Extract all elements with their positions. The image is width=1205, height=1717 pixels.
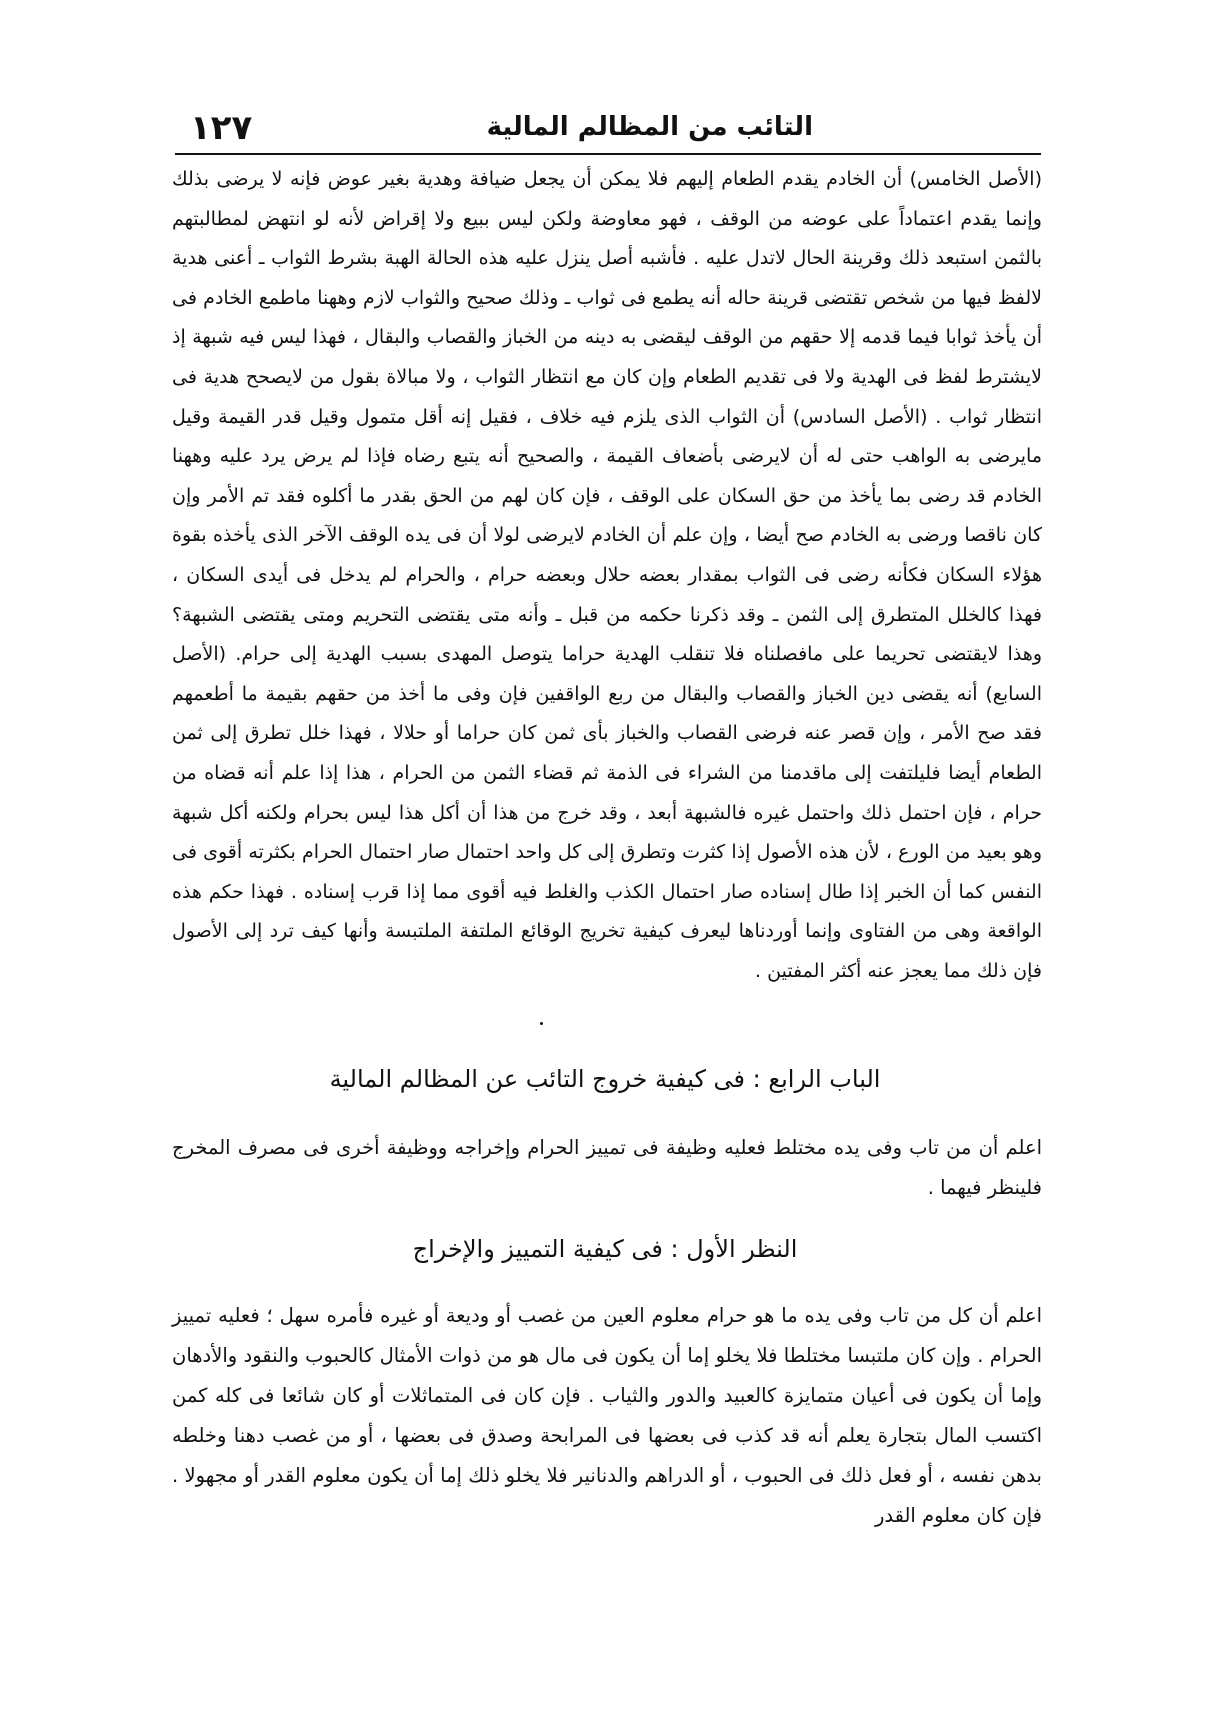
paragraph-separation: اعلم أن كل من تاب وفى يده ما هو حرام معلوم العين من غصب أو وديعة أو غيره فأمره سهل ؛ فعليه تمييز الحرام . وإن كان ملتبسا مختلطا فلا يخلو إما أن يكون فى مال هو من ذوات الأمثال كالحبوب والنقود والأدهان وإما أن يكون فى أعيان متمايزة كالعبيد والدور والثياب . فإن كان فى المتماثلات أو كان شائعا فى كله كمن اكتسب المال بتجارة يعلم أنه قد كذب فى بعضها فى المرابحة وصدق فى بعضها ، أو من غصب دهنا وخلطه بدهن نفسه ، أو فعل ذلك فى الحبوب ، أو الدراهم والدنانير فلا يخلو ذلك إما أن يكون معلوم القدر أو مجهولا . فإن كان معلوم القدر bbox=[172, 1304, 1042, 1527]
header-divider bbox=[175, 153, 1041, 155]
page-header bbox=[180, 108, 1038, 154]
paragraph-rulings: (الأصل الخامس) أن الخادم يقدم الطعام إليهم فلا يمكن أن يجعل ضيافة وهدية بغير عوض فإنه لا يرضى بذلك وإنما يقدم اعتماداً على عوضه من الوقف ، فهو معاوضة ولكن ليس ببيع ولا إقراض لأنه لو انتهض لمطالبتهم بالثمن استبعد ذلك وقرينة الحال لاتدل عليه . فأشبه أصل ينزل عليه هذه الحالة الهبة بشرط الثواب ـ أعنى هدية لالفظ فيها من شخص تقتضى قرينة حاله أنه يطمع فى ثواب ـ وذلك صحيح والثواب لازم وههنا ماطمع الخادم فى أن يأخذ ثوابا فيما قدمه إلا حقهم من الوقف ليقضى به دينه من الخباز والقصاب والبقال ، فهذا ليس فيه شبهة إذ لايشترط لفظ فى الهدية ولا فى تقديم الطعام وإن كان مع انتظار الثواب ، ولا مبالاة بقول من لايصحح هدية فى انتظار ثواب . (الأصل السادس) أن الثواب الذى يلزم فيه خلاف ، فقيل إنه أقل متمول وقيل قدر القيمة وقيل مايرضى به الواهب حتى له أن لايرضى بأضعاف القيمة ، والصحيح أنه يتبع رضاه فإذا لم يرض يرد عليه وههنا الخادم قد رضى بما يأخذ من حق السكان على الوقف ، فإن كان لهم من الحق بقدر ما أكلوه فقد تم الأمر وإن كان ناقصا ورضى به الخادم صح أيضا ، وإن علم أن الخادم لايرضى لولا أن فى يده الوقف الآخر الذى يأخذه بقوة هؤلاء السكان فكأنه رضى فى الثواب بمقدار بعضه حلال وبعضه حرام ، والحرام لم يدخل فى أيدى السكان ، فهذا كالخلل المتطرق إلى الثمن ـ وقد ذكرنا حكمه من قبل ـ وأنه متى يقتضى التحريم ومتى يقتضى الشبهة؟ وهذا لايقتضى تحريما على مافصلناه فلا تنقلب الهدية حراما يتوصل المهدى بسبب الهدية إلى حرام. (الأصل السابع) أنه يقضى دين الخباز والقصاب والبقال من ربع الواقفين فإن وفى ما أخذ من حقهم بقيمة ما أطعمهم فقد صح الأمر ، وإن قصر عنه فرضى القصاب والخباز بأى ثمن كان حراما أو حلالا ، فهذا خلل تطرق إلى ثمن الطعام أيضا فليلتفت إلى ماقدمنا من الشراء فى الذمة ثم قضاء الثمن من الحرام ، هذا إذا علم أنه قضاه من حرام ، فإن احتمل ذلك واحتمل غيره فالشبهة أبعد ، وقد خرج من هذا أن أكل هذا ليس بحرام ولكنه أكل شبهة وهو بعيد من الورع ، لأن هذه الأصول إذا كثرت وتطرق إلى كل واحد احتمال صار احتمال الحرام بكثرته أقوى فى النفس كما أن الخبر إذا طال إسناده صار احتمال الكذب والغلط فيه أقوى مما إذا قرب إسناده . فهذا حكم هذه الواقعة وهى من الفتاوى وإنما أوردناها ليعرف كيفية تخريج الوقائع الملتفة الملتبسة وأنها كيف ترد إلى الأصول فإن ذلك مما يعجز عنه أكثر المفتين . bbox=[172, 168, 1042, 982]
running-title: التائب من المظالم المالية bbox=[486, 112, 813, 142]
section-heading: النظر الأول : فى كيفية التمييز والإخراج bbox=[412, 1235, 798, 1263]
ink-dot bbox=[540, 1022, 543, 1025]
paragraph-introduction: اعلم أن من تاب وفى يده مختلط فعليه وظيفة فى تمييز الحرام وإخراجه ووظيفة أخرى فى مصرف المخرج فلينظر فيهما . bbox=[172, 1136, 1042, 1199]
page-number: ١٢٧ bbox=[190, 108, 253, 148]
chapter-heading: الباب الرابع : فى كيفية خروج التائب عن المظالم المالية bbox=[329, 1065, 881, 1093]
